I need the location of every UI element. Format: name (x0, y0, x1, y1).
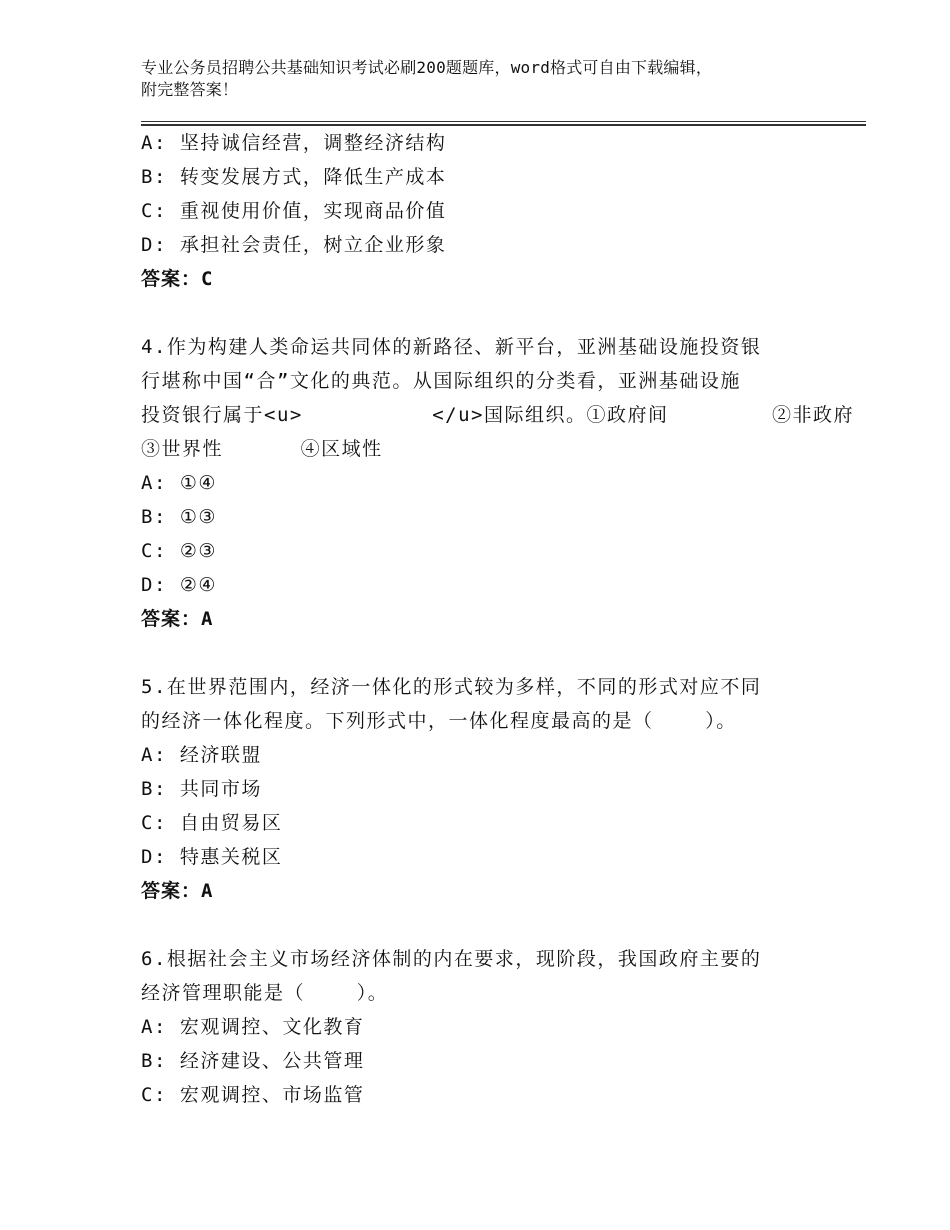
question-stem-line: 4.作为构建人类命运共同体的新路径、新平台，亚洲基础设施投资银 (141, 336, 762, 358)
option-d: D: 特惠关税区 (141, 846, 283, 868)
answer-label: 答案：A (141, 608, 214, 630)
question-3 (141, 126, 821, 296)
answer-label: 答案：C (141, 268, 214, 290)
option-c: C: 自由贸易区 (141, 812, 283, 834)
option-a: A: 坚持诚信经营，调整经济结构 (141, 132, 447, 154)
document-header (141, 57, 841, 101)
header-line-1: 专业公务员招聘公共基础知识考试必刷200题题库，word格式可自由下载编辑， (141, 58, 713, 77)
question-5 (141, 670, 821, 908)
question-stem-line: 行堪称中国“合”文化的典范。从国际组织的分类看，亚洲基础设施 (141, 370, 741, 392)
question-6 (141, 942, 821, 1112)
header-divider-thin (141, 121, 866, 122)
answer-label: 答案：A (141, 880, 214, 902)
option-c: C: 宏观调控、市场监管 (141, 1084, 365, 1106)
option-c: C: ②③ (141, 540, 217, 562)
header-line-2: 附完整答案！ (141, 80, 239, 99)
option-a: A: 经济联盟 (141, 744, 262, 766)
question-stem-line: 的经济一体化程度。下列形式中，一体化程度最高的是（ ）。 (141, 710, 737, 732)
option-b: B: ①③ (141, 506, 217, 528)
option-d: D: 承担社会责任，树立企业形象 (141, 234, 447, 256)
question-stem-line: 经济管理职能是（ ）。 (141, 982, 389, 1004)
option-b: B: 共同市场 (141, 778, 262, 800)
option-c: C: 重视使用价值，实现商品价值 (141, 200, 447, 222)
question-stem-line: ③世界性 ④区域性 (141, 438, 383, 460)
option-d: D: ②④ (141, 574, 217, 596)
option-a: A: 宏观调控、文化教育 (141, 1016, 365, 1038)
option-b: B: 转变发展方式，降低生产成本 (141, 166, 447, 188)
question-4 (141, 330, 854, 636)
question-stem-line: 6.根据社会主义市场经济体制的内在要求，现阶段，我国政府主要的 (141, 948, 762, 970)
option-b: B: 经济建设、公共管理 (141, 1050, 365, 1072)
question-content (141, 126, 854, 1112)
question-stem-line: 5.在世界范围内，经济一体化的形式较为多样，不同的形式对应不同 (141, 676, 762, 698)
question-stem-line: 投资银行属于<u> </u>国际组织。①政府间 ②非政府 (141, 404, 854, 426)
option-a: A: ①④ (141, 472, 217, 494)
